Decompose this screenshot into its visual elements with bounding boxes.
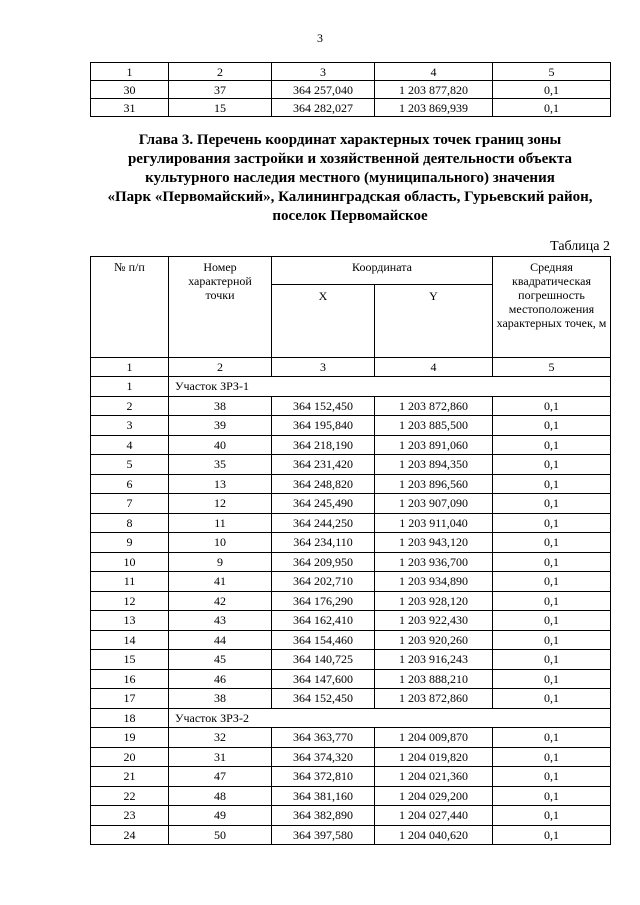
point-number-cell: 32 [169, 728, 272, 748]
section-row [91, 377, 611, 397]
y-coordinate-cell: 1 203 943,120 [375, 533, 493, 553]
table-row [91, 650, 611, 670]
error-cell: 0,1 [493, 533, 611, 553]
y-coordinate-cell: 1 203 885,500 [375, 416, 493, 436]
point-number-cell: 46 [169, 669, 272, 689]
table-row [91, 630, 611, 650]
row-number-cell: 14 [91, 630, 169, 650]
x-coordinate-cell: 364 218,190 [272, 435, 375, 455]
error-cell: 0,1 [493, 591, 611, 611]
error-cell: 0,1 [493, 513, 611, 533]
y-coordinate-cell: 1 203 934,890 [375, 572, 493, 592]
y-coordinate-cell: 1 204 027,440 [375, 806, 493, 826]
chapter-title-line: «Парк «Первомайский», Калининградская область, Гурьевский район, [107, 189, 593, 205]
y-coordinate-cell: 1 203 936,700 [375, 552, 493, 572]
table-cell: 31 [91, 99, 169, 117]
error-cell: 0,1 [493, 494, 611, 514]
point-number-cell: 11 [169, 513, 272, 533]
table-row [91, 416, 611, 436]
y-coordinate-cell: 1 204 019,820 [375, 747, 493, 767]
x-coordinate-cell: 364 363,770 [272, 728, 375, 748]
y-coordinate-cell: 1 203 891,060 [375, 435, 493, 455]
table-cell: 364 257,040 [272, 81, 375, 99]
point-number-cell: 38 [169, 689, 272, 709]
y-coordinate-cell: 1 203 896,560 [375, 474, 493, 494]
x-coordinate-cell: 364 162,410 [272, 611, 375, 631]
error-cell: 0,1 [493, 572, 611, 592]
table-cell: 30 [91, 81, 169, 99]
header-error: Средняя квадратическая погрешность местоположения характерных точек, м [493, 257, 611, 358]
table-row [91, 494, 611, 514]
table-cell: 1 203 869,939 [375, 99, 493, 117]
row-number-cell: 19 [91, 728, 169, 748]
row-number-cell: 12 [91, 591, 169, 611]
column-number-cell: 2 [169, 358, 272, 377]
column-number-cell: 4 [375, 63, 493, 81]
y-coordinate-cell: 1 204 009,870 [375, 728, 493, 748]
table-cell: 15 [169, 99, 272, 117]
point-number-cell: 10 [169, 533, 272, 553]
error-cell: 0,1 [493, 728, 611, 748]
point-number-cell: 48 [169, 786, 272, 806]
table-cell: 1 203 877,820 [375, 81, 493, 99]
row-number-cell: 1 [91, 377, 169, 397]
error-cell: 0,1 [493, 786, 611, 806]
section-label: Участок ЗРЗ-1 [169, 377, 611, 397]
row-number-cell: 15 [91, 650, 169, 670]
row-number-cell: 8 [91, 513, 169, 533]
row-number-cell: 18 [91, 708, 169, 728]
point-number-cell: 12 [169, 494, 272, 514]
point-number-cell: 35 [169, 455, 272, 475]
page-number: 3 [317, 31, 323, 45]
column-number-cell: 5 [493, 63, 611, 81]
y-coordinate-cell: 1 203 922,430 [375, 611, 493, 631]
coordinates-table [90, 256, 611, 845]
x-coordinate-cell: 364 234,110 [272, 533, 375, 553]
row-number-cell: 6 [91, 474, 169, 494]
error-cell: 0,1 [493, 611, 611, 631]
table-row [91, 455, 611, 475]
column-number-cell: 2 [169, 63, 272, 81]
row-number-cell: 20 [91, 747, 169, 767]
error-cell: 0,1 [493, 825, 611, 845]
row-number-cell: 2 [91, 396, 169, 416]
point-number-cell: 44 [169, 630, 272, 650]
error-cell: 0,1 [493, 669, 611, 689]
error-cell: 0,1 [493, 474, 611, 494]
x-coordinate-cell: 364 202,710 [272, 572, 375, 592]
error-cell: 0,1 [493, 435, 611, 455]
error-cell: 0,1 [493, 416, 611, 436]
x-coordinate-cell: 364 245,490 [272, 494, 375, 514]
y-coordinate-cell: 1 203 872,860 [375, 396, 493, 416]
y-coordinate-cell: 1 204 021,360 [375, 767, 493, 787]
column-number-row [91, 63, 611, 81]
row-number-cell: 23 [91, 806, 169, 826]
table-row [91, 533, 611, 553]
table-row [91, 767, 611, 787]
table-row [91, 474, 611, 494]
column-number-cell: 1 [91, 358, 169, 377]
row-number-cell: 13 [91, 611, 169, 631]
error-cell: 0,1 [493, 455, 611, 475]
x-coordinate-cell: 364 372,810 [272, 767, 375, 787]
point-number-cell: 9 [169, 552, 272, 572]
point-number-cell: 50 [169, 825, 272, 845]
y-coordinate-cell: 1 203 894,350 [375, 455, 493, 475]
column-number-cell: 3 [272, 358, 375, 377]
error-cell: 0,1 [493, 806, 611, 826]
row-number-cell: 3 [91, 416, 169, 436]
table-cell: 37 [169, 81, 272, 99]
error-cell: 0,1 [493, 650, 611, 670]
x-coordinate-cell: 364 231,420 [272, 455, 375, 475]
row-number-cell: 7 [91, 494, 169, 514]
row-number-cell: 5 [91, 455, 169, 475]
table-cell: 364 282,027 [272, 99, 375, 117]
point-number-cell: 43 [169, 611, 272, 631]
point-number-cell: 39 [169, 416, 272, 436]
header-number: № п/п [91, 257, 169, 358]
x-coordinate-cell: 364 244,250 [272, 513, 375, 533]
y-coordinate-cell: 1 203 911,040 [375, 513, 493, 533]
section-label: Участок ЗРЗ-2 [169, 708, 611, 728]
point-number-cell: 49 [169, 806, 272, 826]
table-row [91, 513, 611, 533]
error-cell: 0,1 [493, 747, 611, 767]
y-coordinate-cell: 1 203 872,860 [375, 689, 493, 709]
column-number-cell: 1 [91, 63, 169, 81]
table-row [91, 81, 611, 99]
error-cell: 0,1 [493, 396, 611, 416]
point-number-cell: 41 [169, 572, 272, 592]
x-coordinate-cell: 364 209,950 [272, 552, 375, 572]
x-coordinate-cell: 364 381,160 [272, 786, 375, 806]
table-row [91, 786, 611, 806]
point-number-cell: 13 [169, 474, 272, 494]
x-coordinate-cell: 364 152,450 [272, 689, 375, 709]
column-number-cell: 5 [493, 358, 611, 377]
chapter-title-line: культурного наследия местного (муниципального) значения [145, 170, 555, 186]
error-cell: 0,1 [493, 630, 611, 650]
table-row [91, 747, 611, 767]
x-coordinate-cell: 364 382,890 [272, 806, 375, 826]
y-coordinate-cell: 1 203 907,090 [375, 494, 493, 514]
y-coordinate-cell: 1 203 888,210 [375, 669, 493, 689]
column-number-cell: 3 [272, 63, 375, 81]
point-number-cell: 42 [169, 591, 272, 611]
y-coordinate-cell: 1 203 916,243 [375, 650, 493, 670]
chapter-title [90, 131, 610, 226]
table-row [91, 591, 611, 611]
row-number-cell: 21 [91, 767, 169, 787]
table-row [91, 552, 611, 572]
row-number-cell: 9 [91, 533, 169, 553]
table-row [91, 572, 611, 592]
row-number-cell: 10 [91, 552, 169, 572]
row-number-cell: 17 [91, 689, 169, 709]
point-number-cell: 40 [169, 435, 272, 455]
row-number-cell: 11 [91, 572, 169, 592]
y-coordinate-cell: 1 204 040,620 [375, 825, 493, 845]
table-row [91, 728, 611, 748]
header-x: X [272, 285, 375, 358]
row-number-cell: 4 [91, 435, 169, 455]
point-number-cell: 47 [169, 767, 272, 787]
x-coordinate-cell: 364 248,820 [272, 474, 375, 494]
table-row [91, 825, 611, 845]
y-coordinate-cell: 1 204 029,200 [375, 786, 493, 806]
table-row [91, 689, 611, 709]
table-row [91, 806, 611, 826]
x-coordinate-cell: 364 374,320 [272, 747, 375, 767]
column-number-row [91, 358, 611, 377]
error-cell: 0,1 [493, 767, 611, 787]
x-coordinate-cell: 364 176,290 [272, 591, 375, 611]
error-cell: 0,1 [493, 689, 611, 709]
x-coordinate-cell: 364 140,725 [272, 650, 375, 670]
point-number-cell: 45 [169, 650, 272, 670]
section-row [91, 708, 611, 728]
table-row [91, 396, 611, 416]
point-number-cell: 38 [169, 396, 272, 416]
y-coordinate-cell: 1 203 920,260 [375, 630, 493, 650]
chapter-title-line: регулирования застройки и хозяйственной деятельности объекта [127, 151, 573, 167]
header-point-number: Номер характерной точки [169, 257, 272, 358]
x-coordinate-cell: 364 397,580 [272, 825, 375, 845]
header-y: Y [375, 285, 493, 358]
table-cell: 0,1 [493, 81, 611, 99]
row-number-cell: 22 [91, 786, 169, 806]
y-coordinate-cell: 1 203 928,120 [375, 591, 493, 611]
row-number-cell: 24 [91, 825, 169, 845]
header-coordinate: Координата [272, 257, 493, 285]
table-row [91, 611, 611, 631]
table-row [91, 435, 611, 455]
table-caption: Таблица 2 [550, 239, 610, 254]
row-number-cell: 16 [91, 669, 169, 689]
x-coordinate-cell: 364 147,600 [272, 669, 375, 689]
x-coordinate-cell: 364 154,460 [272, 630, 375, 650]
continued-coordinates-table [90, 62, 611, 117]
table-row [91, 99, 611, 117]
point-number-cell: 31 [169, 747, 272, 767]
table-cell: 0,1 [493, 99, 611, 117]
chapter-title-line: Глава 3. Перечень координат характерных точек границ зоны [138, 132, 562, 148]
column-number-cell: 4 [375, 358, 493, 377]
x-coordinate-cell: 364 195,840 [272, 416, 375, 436]
x-coordinate-cell: 364 152,450 [272, 396, 375, 416]
chapter-title-line: поселок Первомайское [272, 208, 428, 224]
table-row [91, 669, 611, 689]
error-cell: 0,1 [493, 552, 611, 572]
